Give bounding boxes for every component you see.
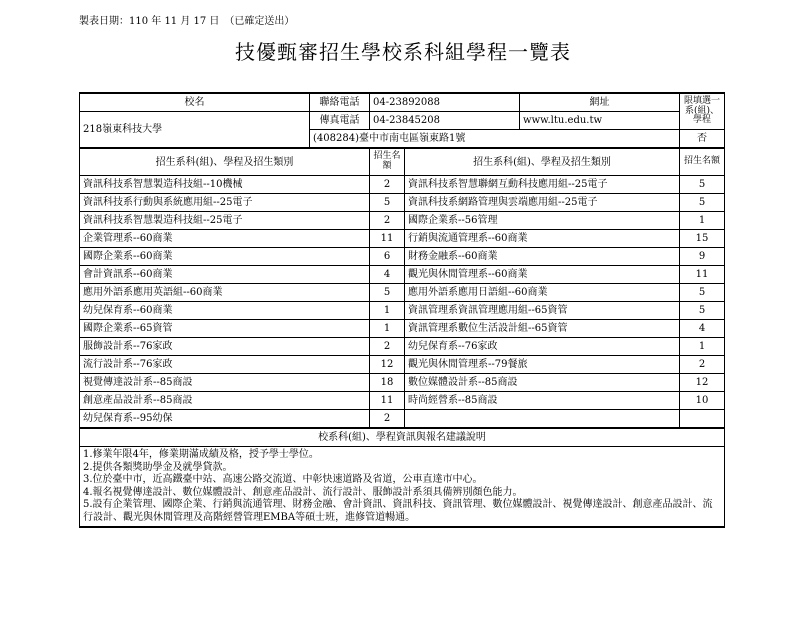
fax-label: 傳真電話: [310, 112, 370, 130]
dept-header-right: 招生系科(組)、學程及招生類別: [405, 148, 680, 176]
dept-count-left: 5: [370, 194, 405, 212]
dept-count-left: 1: [370, 302, 405, 320]
dept-count-left: 1: [370, 320, 405, 338]
dept-name-left: 流行設計系--76家政: [80, 356, 370, 374]
table-row: [80, 410, 725, 429]
dept-count-right: 12: [680, 374, 725, 392]
table-row: [80, 176, 725, 194]
dept-name-left: 會計資訊系--60商業: [80, 266, 370, 284]
dept-count-left: 5: [370, 284, 405, 302]
dept-name-right: 資訊科技系網路管理與雲端應用組--25電子: [405, 194, 680, 212]
dept-count-left: 6: [370, 248, 405, 266]
dept-count-left: 18: [370, 374, 405, 392]
page-title: 技優甄審招生學校系科組學程一覽表: [235, 40, 571, 64]
limit-label: 限填選一系(組)、學程: [680, 93, 725, 130]
note-item: 2.提供各類獎助學金及就學貸款。: [83, 461, 233, 473]
table-row: [80, 194, 725, 212]
dept-name-right: 應用外語系應用日語組--60商業: [405, 284, 680, 302]
dept-name-left: 國際企業系--65資管: [80, 320, 370, 338]
dept-count-right: 11: [680, 266, 725, 284]
dept-name-right: 國際企業系--56管理: [405, 212, 680, 230]
dept-count-right: [680, 410, 725, 429]
dept-count-right: 5: [680, 302, 725, 320]
count-header-right: 招生名額: [680, 148, 725, 176]
dept-name-right: 觀光與休閒管理系--60商業: [405, 266, 680, 284]
table-row: [80, 230, 725, 248]
table-row: [80, 356, 725, 374]
phone-label: 聯絡電話: [310, 93, 370, 112]
dept-name-right: 資訊科技系智慧聯網互動科技應用組--25電子: [405, 176, 680, 194]
note-item: 1.修業年限4年，修業期滿成績及格，授予學士學位。: [83, 449, 319, 460]
table-row: [80, 338, 725, 356]
date-line: 製表日期：110 年 11 月 17 日 （已確定送出）: [79, 16, 295, 27]
dept-count-right: 5: [680, 194, 725, 212]
dept-name-right: 幼兒保育系--76家政: [405, 338, 680, 356]
school-name: 218嶺東科技大學: [80, 112, 310, 149]
dept-name-left: 資訊科技系智慧製造科技組--25電子: [80, 212, 370, 230]
url-label: 網址: [520, 93, 680, 112]
table-row: [80, 302, 725, 320]
dept-name-left: 資訊科技系行動與系統應用組--25電子: [80, 194, 370, 212]
dept-name-left: 幼兒保育系--95幼保: [80, 410, 370, 429]
dept-name-right: 數位媒體設計系--85商設: [405, 374, 680, 392]
dept-count-right: 1: [680, 338, 725, 356]
url-value: www.ltu.edu.tw: [520, 112, 680, 130]
dept-name-left: 幼兒保育系--60商業: [80, 302, 370, 320]
table-row: [80, 248, 725, 266]
dept-name-left: 服飾設計系--76家政: [80, 338, 370, 356]
address: (408284)臺中市南屯區嶺東路1號: [310, 130, 680, 149]
school-name-header: 校名: [80, 93, 310, 112]
dept-count-right: 2: [680, 356, 725, 374]
table-row: [80, 374, 725, 392]
dept-name-left: 創意產品設計系--85商設: [80, 392, 370, 410]
note-item: 3.位於臺中市，近高鐵臺中站、高速公路交流道、中彰快速道路及省道，公車直達市中心。: [83, 474, 483, 485]
dept-count-right: 10: [680, 392, 725, 410]
dept-name-left: 應用外語系應用英語組--60商業: [80, 284, 370, 302]
dept-name-right: 時尚經營系--85商設: [405, 392, 680, 410]
dept-name-right: [405, 410, 680, 429]
dept-count-left: 2: [370, 212, 405, 230]
table-row: [80, 284, 725, 302]
dept-count-left: 11: [370, 230, 405, 248]
dept-count-left: 2: [370, 176, 405, 194]
dept-name-left: 資訊科技系智慧製造科技組--10機械: [80, 176, 370, 194]
limit-value: 否: [680, 130, 725, 149]
table-row: [80, 212, 725, 230]
dept-count-right: 5: [680, 284, 725, 302]
dept-count-right: 5: [680, 176, 725, 194]
count-header-left: 招生名額: [370, 148, 405, 176]
dept-name-right: 資訊管理系資訊管理應用組--65資管: [405, 302, 680, 320]
table-row: [80, 320, 725, 338]
table-row: [80, 392, 725, 410]
dept-count-left: 2: [370, 338, 405, 356]
dept-name-left: 國際企業系--60商業: [80, 248, 370, 266]
dept-count-right: 1: [680, 212, 725, 230]
note-item: 5.設有企業管理、國際企業、行銷與流通管理、財務金融、會計資訊、資訊科技、資訊管理、數位媒體設計、視覺傳達設計、創意產品設計、流行設計、觀光與休閒管理及高階經營管理EMBA等碩士班，進修管道暢通。: [83, 499, 713, 523]
dept-header-left: 招生系科(組)、學程及招生類別: [80, 148, 370, 176]
dept-count-left: 12: [370, 356, 405, 374]
dept-count-left: 2: [370, 410, 405, 429]
dept-count-right: 4: [680, 320, 725, 338]
dept-count-left: 11: [370, 392, 405, 410]
dept-name-right: 財務金融系--60商業: [405, 248, 680, 266]
dept-name-left: 視覺傳達設計系--85商設: [80, 374, 370, 392]
phone-value: 04-23892088: [370, 93, 520, 112]
notes-body: [80, 447, 725, 528]
dept-count-right: 15: [680, 230, 725, 248]
dept-count-right: 9: [680, 248, 725, 266]
fax-value: 04-23845208: [370, 112, 520, 130]
table-row: [80, 266, 725, 284]
dept-name-left: 企業管理系--60商業: [80, 230, 370, 248]
dept-count-left: 4: [370, 266, 405, 284]
note-item: 4.報名視覺傳達設計、數位媒體設計、創意產品設計、流行設計、服飾設計系須具備辨別顏色能力。: [83, 486, 523, 498]
dept-name-right: 資訊管理系數位生活設計組--65資管: [405, 320, 680, 338]
notes-title: 校系科(組)、學程資訊與報名建議說明: [80, 428, 725, 447]
dept-name-right: 行銷與流通管理系--60商業: [405, 230, 680, 248]
dept-name-right: 觀光與休閒管理系--79餐旅: [405, 356, 680, 374]
school-table: [79, 92, 725, 528]
